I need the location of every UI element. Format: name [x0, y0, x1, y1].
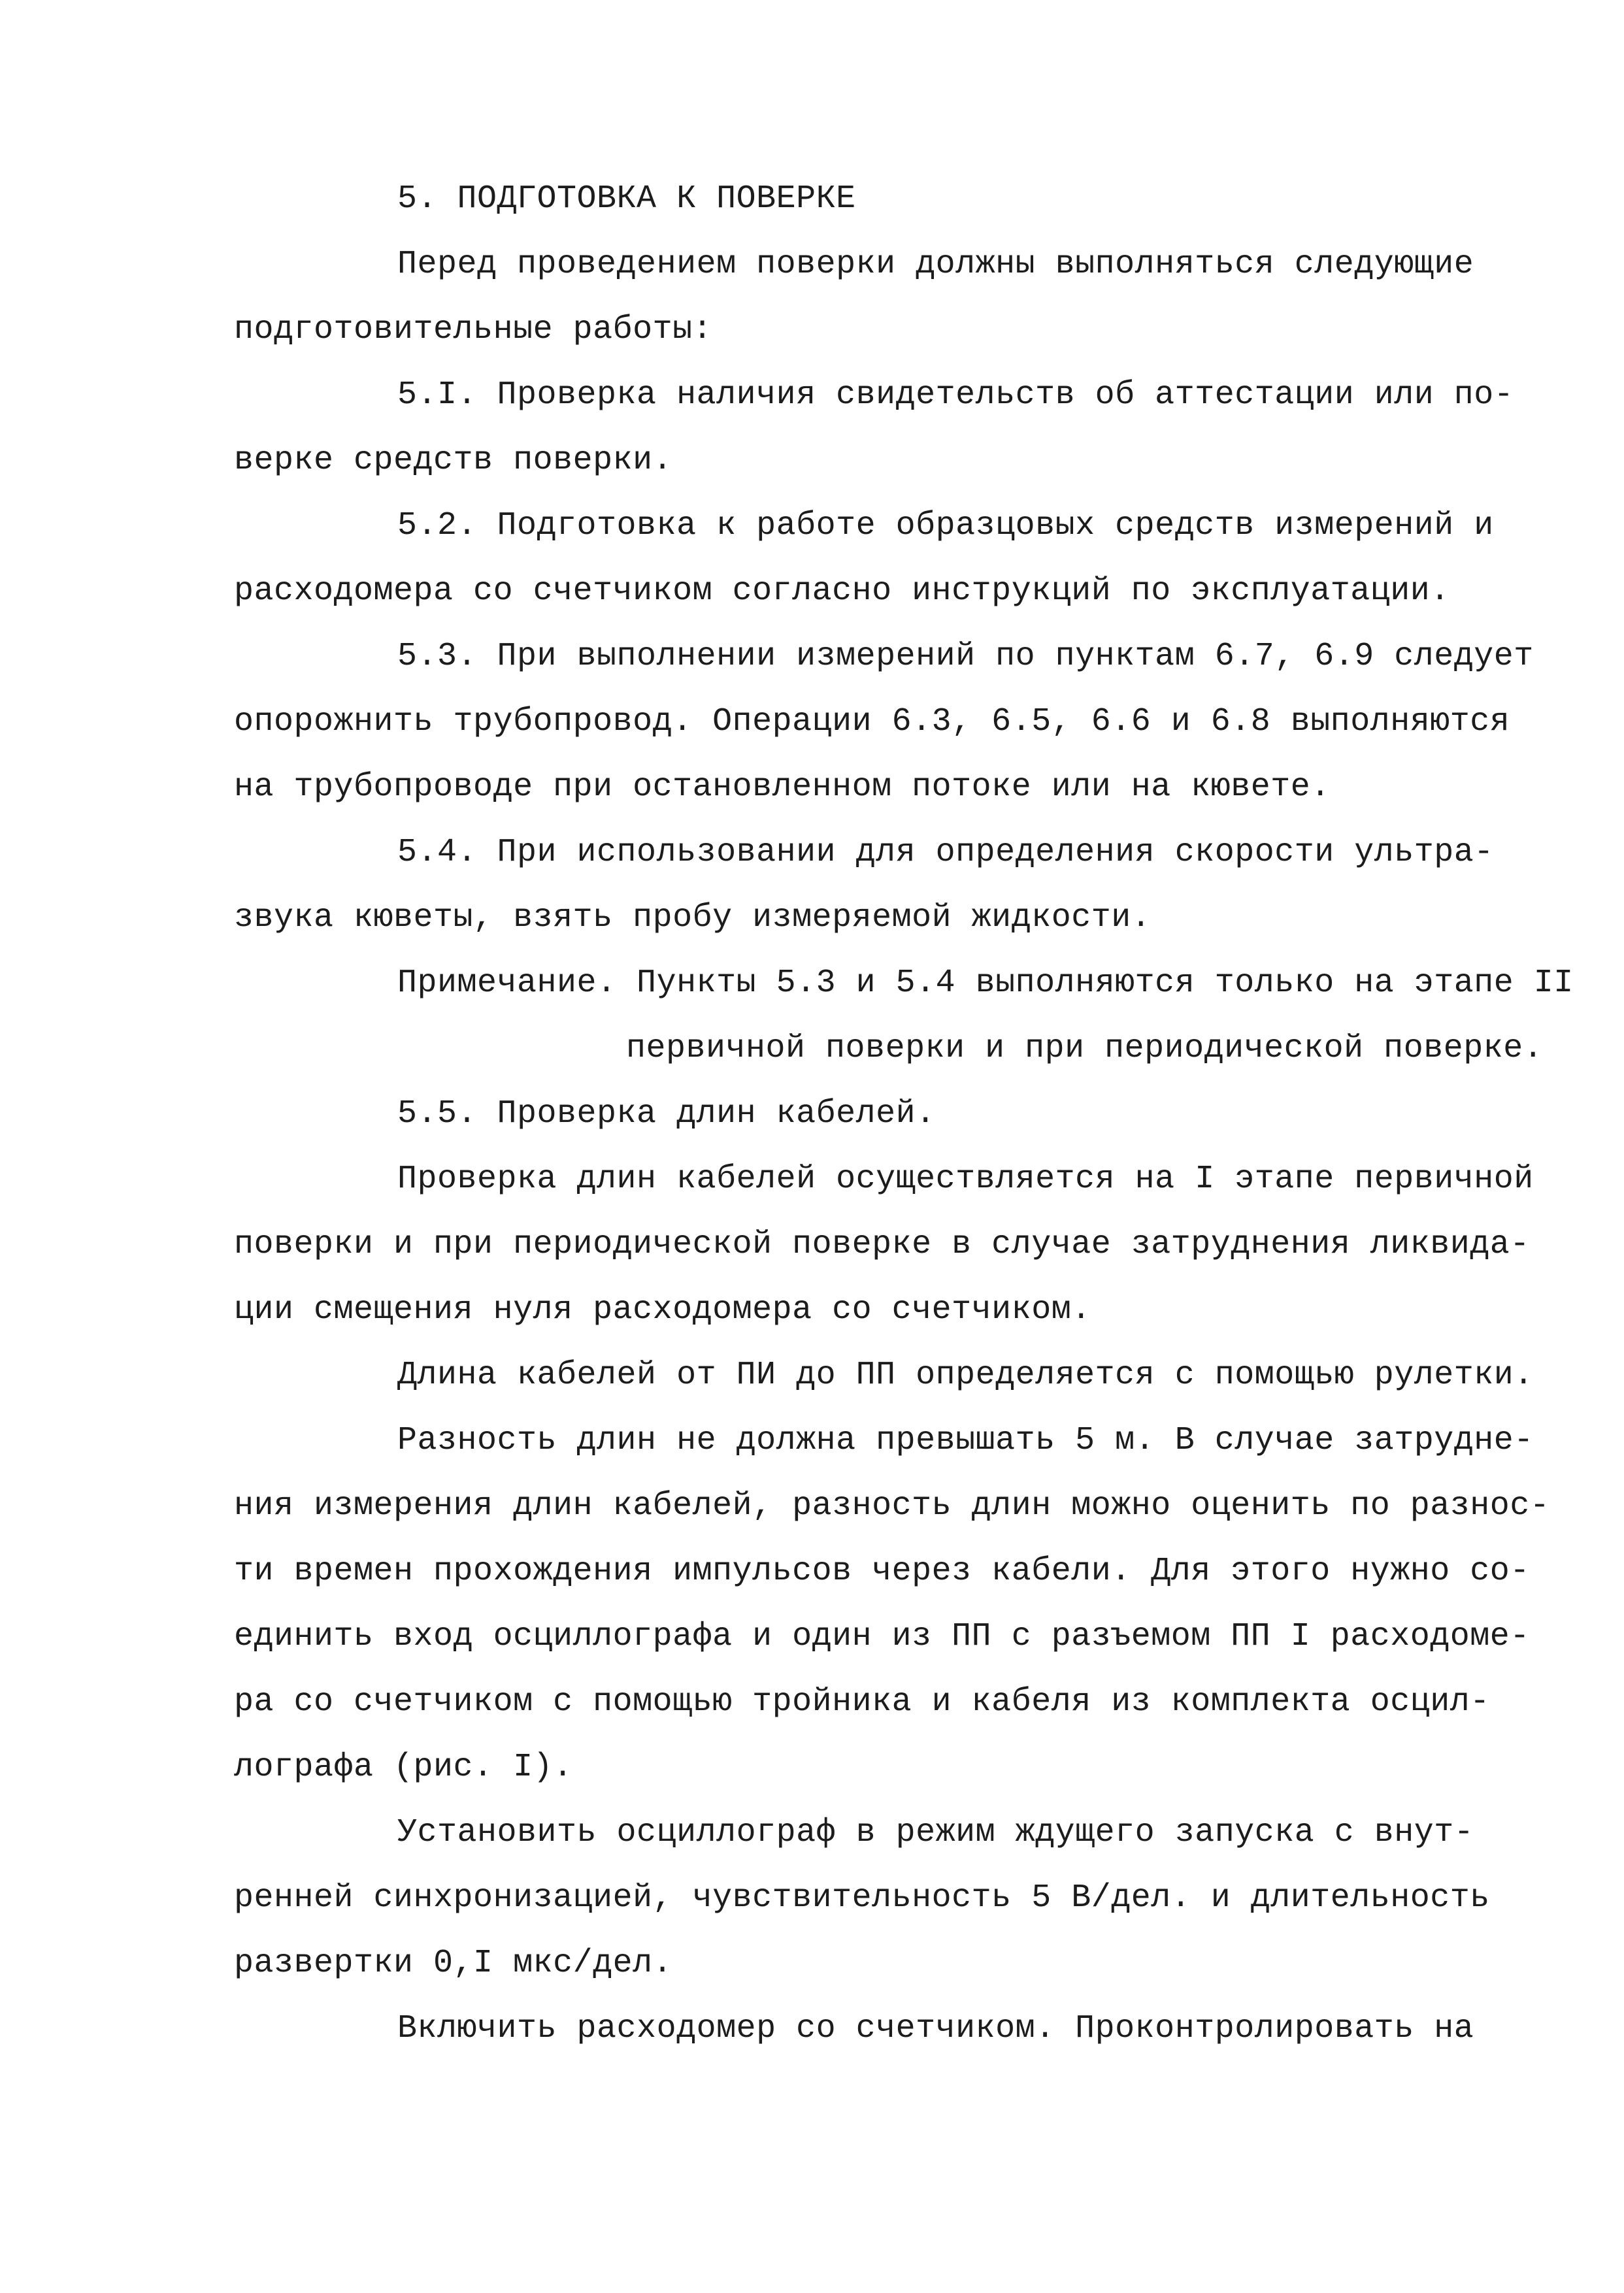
text-line: Разность длин не должна превышать 5 м. В случае затрудне-: [397, 1422, 1534, 1459]
text-line: единить вход осциллографа и один из ПП с разъемом ПП I расходоме-: [234, 1618, 1530, 1655]
text-line: поверки и при периодической поверке в случае затруднения ликвида-: [234, 1226, 1530, 1263]
text-line: звука кюветы, взять пробу измеряемой жидкости.: [234, 899, 1152, 936]
text-line: Включить расходомер со счетчиком. Проконтролировать на: [397, 2010, 1474, 2047]
text-line: 5.2. Подготовка к работе образцовых средств измерений и: [397, 507, 1494, 544]
text-line: ти времен прохождения импульсов через кабели. Для этого нужно со-: [234, 1553, 1530, 1590]
text-line: 5.I. Проверка наличия свидетельств об аттестации или по-: [397, 376, 1514, 414]
text-line: 5.4. При использовании для определения скорости ультра-: [397, 834, 1494, 871]
subsection-heading: 5.5. Проверка длин кабелей.: [397, 1095, 936, 1132]
section-heading: 5. ПОДГОТОВКА К ПОВЕРКЕ: [397, 180, 856, 218]
text-line: ра со счетчиком с помощью тройника и кабеля из комплекта осцил-: [234, 1683, 1490, 1721]
text-line: Установить осциллограф в режим ждущего запуска с внут-: [397, 1814, 1474, 1851]
text-line: опорожнить трубопровод. Операции 6.3, 6.5, 6.6 и 6.8 выполняются: [234, 703, 1510, 740]
note-line: первичной поверки и при периодической поверке.: [626, 1030, 1544, 1067]
note-line: Примечание. Пункты 5.3 и 5.4 выполняются только на этапе II: [397, 965, 1574, 1002]
text-line: верке средств поверки.: [234, 442, 673, 479]
text-line: подготовительные работы:: [234, 311, 713, 348]
text-line: Длина кабелей от ПИ до ПП определяется с помощью рулетки.: [397, 1357, 1534, 1394]
text-line: развертки 0,I мкс/дел.: [234, 1945, 673, 1982]
text-line: Перед проведением поверки должны выполняться следующие: [397, 246, 1474, 283]
text-line: 5.3. При выполнении измерений по пунктам 6.7, 6.9 следует: [397, 638, 1534, 675]
text-line: на трубопроводе при остановленном потоке или на кювете.: [234, 768, 1331, 806]
text-line: ренней синхронизацией, чувствительность 5 В/дел. и длительность: [234, 1879, 1490, 1917]
text-line: Проверка длин кабелей осуществляется на I этапе первичной: [397, 1161, 1534, 1198]
text-line: расходомера со счетчиком согласно инструкций по эксплуатации.: [234, 572, 1450, 610]
text-line: ции смещения нуля расходомера со счетчиком.: [234, 1291, 1091, 1328]
text-line: ния измерения длин кабелей, разность длин можно оценить по разнос-: [234, 1487, 1550, 1525]
text-line: лографа (рис. I).: [234, 1749, 573, 1786]
